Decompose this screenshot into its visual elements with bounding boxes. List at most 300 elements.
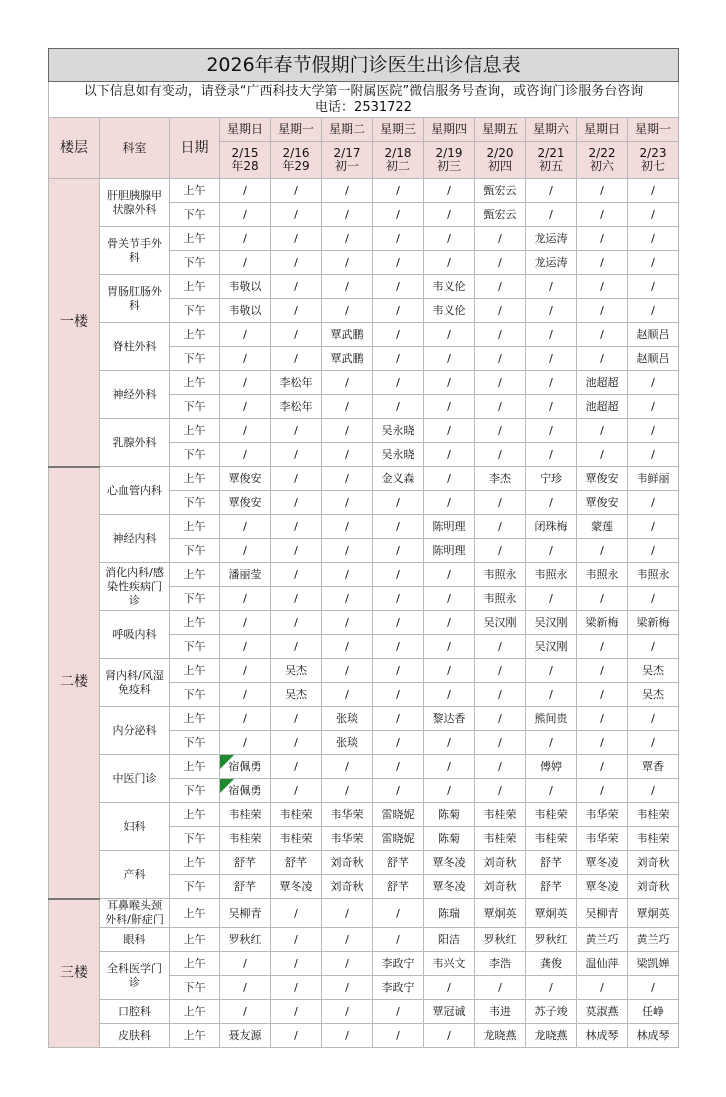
doctor-name-cell: 刘奇秋	[628, 851, 679, 875]
header-weekday: 星期六	[526, 118, 577, 142]
schedule-empty-cell: /	[526, 299, 577, 323]
header-solar-date: 2/23	[639, 146, 667, 160]
schedule-empty-cell: /	[322, 395, 373, 419]
doctor-name-cell: 池超超	[577, 395, 628, 419]
schedule-empty-cell: /	[220, 227, 271, 251]
department-name: 皮肤科	[100, 1024, 170, 1048]
doctor-name-cell: 宿佩勇	[220, 779, 271, 803]
schedule-empty-cell: /	[271, 611, 322, 635]
schedule-empty-cell: /	[628, 539, 679, 563]
schedule-empty-cell: /	[220, 419, 271, 443]
doctor-name-cell: 吴永晓	[373, 443, 424, 467]
doctor-name-cell: 舒芊	[271, 851, 322, 875]
header-solar-date: 2/20	[486, 146, 514, 160]
schedule-empty-cell: /	[271, 539, 322, 563]
schedule-empty-cell: /	[577, 203, 628, 227]
schedule-empty-cell: /	[220, 515, 271, 539]
schedule-empty-cell: /	[220, 952, 271, 976]
doctor-name-cell: 阳洁	[424, 928, 475, 952]
schedule-empty-cell: /	[577, 227, 628, 251]
table-row	[49, 899, 679, 928]
department-name: 耳鼻喉头颈外科/鼾症门	[100, 899, 170, 928]
table-row	[49, 419, 679, 443]
schedule-empty-cell: /	[424, 659, 475, 683]
schedule-empty-cell: /	[271, 419, 322, 443]
period-label: 上午	[170, 851, 220, 875]
schedule-empty-cell: /	[322, 899, 373, 928]
department-name: 神经内科	[100, 515, 170, 563]
table-row	[49, 1000, 679, 1024]
schedule-empty-cell: /	[628, 395, 679, 419]
period-label: 上午	[170, 323, 220, 347]
schedule-empty-cell: /	[577, 179, 628, 203]
period-label: 上午	[170, 803, 220, 827]
period-label: 下午	[170, 875, 220, 899]
doctor-name-cell: 韦桂荣	[628, 803, 679, 827]
department-name: 心血管内科	[100, 467, 170, 515]
schedule-empty-cell: /	[526, 323, 577, 347]
schedule-empty-cell: /	[271, 976, 322, 1000]
doctor-name-cell: 韦华荣	[577, 827, 628, 851]
schedule-empty-cell: /	[322, 299, 373, 323]
schedule-empty-cell: /	[577, 779, 628, 803]
doctor-name-cell: 刘奇秋	[475, 851, 526, 875]
schedule-empty-cell: /	[475, 347, 526, 371]
doctor-name-cell: 聂友源	[220, 1024, 271, 1048]
schedule-empty-cell: /	[424, 731, 475, 755]
doctor-name-cell: 甄宏云	[475, 179, 526, 203]
schedule-empty-cell: /	[628, 515, 679, 539]
period-label: 上午	[170, 275, 220, 299]
period-label: 下午	[170, 491, 220, 515]
schedule-empty-cell: /	[475, 251, 526, 275]
schedule-empty-cell: /	[526, 539, 577, 563]
schedule-empty-cell: /	[475, 419, 526, 443]
doctor-name-cell: 韦进	[475, 1000, 526, 1024]
header-lunar-date: 初一	[334, 159, 359, 173]
schedule-empty-cell: /	[322, 976, 373, 1000]
period-label: 上午	[170, 419, 220, 443]
schedule-empty-cell: /	[475, 371, 526, 395]
period-label: 上午	[170, 755, 220, 779]
schedule-empty-cell: /	[271, 635, 322, 659]
period-label: 上午	[170, 611, 220, 635]
header-weekday: 星期日	[577, 118, 628, 142]
doctor-name-cell: 黄兰巧	[628, 928, 679, 952]
schedule-empty-cell: /	[424, 976, 475, 1000]
doctor-name-cell: 吴汉刚	[475, 611, 526, 635]
schedule-empty-cell: /	[628, 179, 679, 203]
schedule-empty-cell: /	[220, 323, 271, 347]
doctor-name-cell: 吴汉刚	[526, 611, 577, 635]
doctor-name-cell: 覃冬凌	[271, 875, 322, 899]
schedule-empty-cell: /	[373, 779, 424, 803]
period-label: 下午	[170, 635, 220, 659]
doctor-name-cell: 韦照永	[475, 563, 526, 587]
schedule-empty-cell: /	[271, 731, 322, 755]
period-label: 上午	[170, 227, 220, 251]
doctor-name-cell: 韦桂荣	[526, 803, 577, 827]
doctor-name-cell: 刘奇秋	[475, 875, 526, 899]
doctor-name-cell: 吴杰	[628, 683, 679, 707]
schedule-empty-cell: /	[220, 587, 271, 611]
schedule-empty-cell: /	[220, 635, 271, 659]
doctor-name-cell: 吴杰	[271, 659, 322, 683]
header-date-cell	[322, 142, 373, 179]
period-label: 上午	[170, 179, 220, 203]
doctor-name-cell: 龙晓燕	[526, 1024, 577, 1048]
doctor-name-cell: 龙运涛	[526, 227, 577, 251]
doctor-name-cell: 韦照永	[577, 563, 628, 587]
doctor-name-cell: 李杰	[475, 467, 526, 491]
doctor-name-cell: 任峥	[628, 1000, 679, 1024]
doctor-name-cell: 梁新梅	[577, 611, 628, 635]
schedule-empty-cell: /	[373, 491, 424, 515]
header-weekday: 星期日	[220, 118, 271, 142]
doctor-name-cell: 赵顺吕	[628, 323, 679, 347]
schedule-empty-cell: /	[220, 539, 271, 563]
period-label: 上午	[170, 515, 220, 539]
doctor-name-cell: 覃冬凌	[424, 875, 475, 899]
schedule-empty-cell: /	[424, 587, 475, 611]
schedule-empty-cell: /	[526, 395, 577, 419]
doctor-name-cell: 林成琴	[628, 1024, 679, 1048]
doctor-name-cell: 李政宁	[373, 952, 424, 976]
schedule-empty-cell: /	[526, 779, 577, 803]
schedule-empty-cell: /	[526, 203, 577, 227]
schedule-empty-cell: /	[424, 203, 475, 227]
schedule-empty-cell: /	[220, 976, 271, 1000]
header-date: 日期	[170, 118, 220, 179]
doctor-name-cell: 吴汉刚	[526, 635, 577, 659]
schedule-empty-cell: /	[475, 491, 526, 515]
schedule-empty-cell: /	[220, 203, 271, 227]
doctor-name-cell: 莫淑燕	[577, 1000, 628, 1024]
schedule-empty-cell: /	[322, 491, 373, 515]
schedule-empty-cell: /	[475, 659, 526, 683]
table-row	[49, 611, 679, 635]
schedule-empty-cell: /	[577, 299, 628, 323]
schedule-empty-cell: /	[271, 779, 322, 803]
doctor-name-cell: 舒芊	[220, 875, 271, 899]
doctor-name-cell: 覃俊安	[220, 491, 271, 515]
schedule-empty-cell: /	[526, 731, 577, 755]
doctor-name-cell: 覃炯英	[628, 899, 679, 928]
header-date-cell	[220, 142, 271, 179]
schedule-empty-cell: /	[577, 976, 628, 1000]
schedule-empty-cell: /	[322, 467, 373, 491]
schedule-empty-cell: /	[475, 227, 526, 251]
schedule-empty-cell: /	[373, 587, 424, 611]
schedule-empty-cell: /	[373, 1024, 424, 1048]
schedule-empty-cell: /	[271, 515, 322, 539]
schedule-empty-cell: /	[322, 203, 373, 227]
schedule-empty-cell: /	[475, 635, 526, 659]
schedule-empty-cell: /	[424, 1024, 475, 1048]
schedule-empty-cell: /	[475, 707, 526, 731]
doctor-name-cell: 覃冬凌	[577, 875, 628, 899]
schedule-empty-cell: /	[628, 203, 679, 227]
schedule-empty-cell: /	[526, 683, 577, 707]
table-row	[49, 227, 679, 251]
schedule-empty-cell: /	[424, 179, 475, 203]
schedule-empty-cell: /	[577, 443, 628, 467]
schedule-empty-cell: /	[373, 251, 424, 275]
schedule-empty-cell: /	[220, 611, 271, 635]
schedule-empty-cell: /	[577, 347, 628, 371]
schedule-empty-cell: /	[628, 587, 679, 611]
schedule-empty-cell: /	[373, 707, 424, 731]
table-row	[49, 659, 679, 683]
schedule-empty-cell: /	[526, 275, 577, 299]
schedule-empty-cell: /	[628, 707, 679, 731]
schedule-empty-cell: /	[271, 928, 322, 952]
doctor-name-cell: 韦桂荣	[526, 827, 577, 851]
period-label: 下午	[170, 203, 220, 227]
doctor-name-cell: 刘奇秋	[628, 875, 679, 899]
header-dept: 科室	[100, 118, 170, 179]
schedule-empty-cell: /	[577, 251, 628, 275]
schedule-empty-cell: /	[373, 928, 424, 952]
schedule-empty-cell: /	[475, 323, 526, 347]
doctor-name-cell: 韦华荣	[577, 803, 628, 827]
doctor-name-cell: 韦桂荣	[271, 827, 322, 851]
schedule-empty-cell: /	[322, 371, 373, 395]
schedule-empty-cell: /	[628, 419, 679, 443]
doctor-name-cell: 韦义伦	[424, 275, 475, 299]
schedule-empty-cell: /	[373, 659, 424, 683]
department-name: 脊柱外科	[100, 323, 170, 371]
table-row	[49, 707, 679, 731]
table-row	[49, 179, 679, 203]
schedule-empty-cell: /	[322, 952, 373, 976]
doctor-name-cell: 池超超	[577, 371, 628, 395]
schedule-empty-cell: /	[628, 443, 679, 467]
doctor-name-cell: 舒芊	[526, 875, 577, 899]
schedule-empty-cell: /	[424, 347, 475, 371]
doctor-name-cell: 韦照永	[628, 563, 679, 587]
header-date-cell	[271, 142, 322, 179]
department-name: 乳腺外科	[100, 419, 170, 467]
header-floor: 楼层	[49, 118, 100, 179]
table-row	[49, 755, 679, 779]
schedule-empty-cell: /	[322, 443, 373, 467]
header-solar-date: 2/19	[435, 146, 463, 160]
doctor-name-cell: 韦华荣	[322, 827, 373, 851]
header-weekday: 星期三	[373, 118, 424, 142]
schedule-empty-cell: /	[526, 587, 577, 611]
header-solar-date: 2/18	[384, 146, 412, 160]
schedule-empty-cell: /	[475, 976, 526, 1000]
schedule-table	[48, 48, 679, 1048]
schedule-empty-cell: /	[373, 347, 424, 371]
department-name: 消化内科/感染性疾病门诊	[100, 563, 170, 611]
schedule-empty-cell: /	[220, 251, 271, 275]
schedule-empty-cell: /	[424, 251, 475, 275]
schedule-empty-cell: /	[271, 203, 322, 227]
schedule-empty-cell: /	[271, 563, 322, 587]
doctor-name-cell: 龚俊	[526, 952, 577, 976]
doctor-name-cell: 覃香	[628, 755, 679, 779]
doctor-name-cell: 宁珍	[526, 467, 577, 491]
schedule-empty-cell: /	[220, 443, 271, 467]
schedule-empty-cell: /	[271, 587, 322, 611]
schedule-empty-cell: /	[322, 1024, 373, 1048]
header-lunar-date: 初三	[436, 159, 461, 173]
period-label: 上午	[170, 371, 220, 395]
schedule-empty-cell: /	[373, 179, 424, 203]
schedule-empty-cell: /	[373, 395, 424, 419]
schedule-empty-cell: /	[271, 227, 322, 251]
schedule-empty-cell: /	[271, 443, 322, 467]
schedule-empty-cell: /	[424, 467, 475, 491]
header-weekday: 星期一	[628, 118, 679, 142]
schedule-empty-cell: /	[322, 1000, 373, 1024]
header-lunar-date: 初二	[385, 159, 410, 173]
schedule-empty-cell: /	[271, 899, 322, 928]
schedule-empty-cell: /	[424, 611, 475, 635]
doctor-name-cell: 潘丽莹	[220, 563, 271, 587]
schedule-empty-cell: /	[271, 323, 322, 347]
doctor-name-cell: 韦华荣	[322, 803, 373, 827]
doctor-name-cell: 韦桂荣	[271, 803, 322, 827]
schedule-empty-cell: /	[322, 275, 373, 299]
doctor-name-cell: 罗秋红	[475, 928, 526, 952]
doctor-name-cell: 吴杰	[271, 683, 322, 707]
doctor-name-cell: 林成琴	[577, 1024, 628, 1048]
doctor-name-cell: 吴柳青	[577, 899, 628, 928]
doctor-name-cell: 李政宁	[373, 976, 424, 1000]
doctor-name-cell: 苏子竣	[526, 1000, 577, 1024]
doctor-name-cell: 吴杰	[628, 659, 679, 683]
schedule-empty-cell: /	[577, 659, 628, 683]
department-name: 呼吸内科	[100, 611, 170, 659]
header-date-cell	[373, 142, 424, 179]
schedule-empty-cell: /	[373, 203, 424, 227]
schedule-empty-cell: /	[220, 659, 271, 683]
schedule-empty-cell: /	[526, 443, 577, 467]
schedule-empty-cell: /	[526, 179, 577, 203]
period-label: 上午	[170, 467, 220, 491]
schedule-empty-cell: /	[373, 755, 424, 779]
header-solar-date: 2/15	[231, 146, 259, 160]
doctor-name-cell: 梁新梅	[628, 611, 679, 635]
schedule-empty-cell: /	[424, 443, 475, 467]
schedule-empty-cell: /	[526, 491, 577, 515]
schedule-empty-cell: /	[424, 491, 475, 515]
doctor-name-cell: 覃俊安	[577, 491, 628, 515]
schedule-empty-cell: /	[628, 299, 679, 323]
schedule-empty-cell: /	[271, 1000, 322, 1024]
doctor-name-cell: 宿佩勇	[220, 755, 271, 779]
schedule-empty-cell: /	[271, 755, 322, 779]
schedule-empty-cell: /	[475, 515, 526, 539]
period-label: 上午	[170, 952, 220, 976]
header-solar-date: 2/17	[333, 146, 361, 160]
period-label: 下午	[170, 347, 220, 371]
period-label: 下午	[170, 299, 220, 323]
schedule-empty-cell: /	[271, 952, 322, 976]
schedule-empty-cell: /	[373, 731, 424, 755]
schedule-empty-cell: /	[526, 659, 577, 683]
schedule-empty-cell: /	[424, 683, 475, 707]
schedule-empty-cell: /	[628, 779, 679, 803]
schedule-empty-cell: /	[577, 635, 628, 659]
period-label: 上午	[170, 899, 220, 928]
schedule-empty-cell: /	[475, 683, 526, 707]
schedule-empty-cell: /	[628, 491, 679, 515]
schedule-empty-cell: /	[220, 347, 271, 371]
schedule-empty-cell: /	[271, 299, 322, 323]
schedule-empty-cell: /	[475, 731, 526, 755]
department-name: 妇科	[100, 803, 170, 851]
header-solar-date: 2/22	[588, 146, 616, 160]
schedule-empty-cell: /	[271, 347, 322, 371]
header-lunar-date: 初七	[640, 159, 665, 173]
schedule-empty-cell: /	[271, 707, 322, 731]
table-row	[49, 563, 679, 587]
schedule-empty-cell: /	[424, 419, 475, 443]
department-name: 产科	[100, 851, 170, 899]
doctor-name-cell: 覃俊安	[577, 467, 628, 491]
schedule-empty-cell: /	[373, 563, 424, 587]
schedule-empty-cell: /	[577, 731, 628, 755]
doctor-name-cell: 刘奇秋	[322, 875, 373, 899]
header-lunar-date: 初四	[487, 159, 512, 173]
schedule-empty-cell: /	[628, 227, 679, 251]
schedule-empty-cell: /	[322, 179, 373, 203]
schedule-empty-cell: /	[271, 467, 322, 491]
schedule-empty-cell: /	[526, 347, 577, 371]
doctor-name-cell: 龙运涛	[526, 251, 577, 275]
schedule-empty-cell: /	[424, 323, 475, 347]
header-date-cell	[526, 142, 577, 179]
doctor-name-cell: 赵顺吕	[628, 347, 679, 371]
schedule-empty-cell: /	[577, 683, 628, 707]
schedule-empty-cell: /	[475, 299, 526, 323]
doctor-name-cell: 吴柳青	[220, 899, 271, 928]
doctor-name-cell: 闭珠梅	[526, 515, 577, 539]
schedule-empty-cell: /	[526, 976, 577, 1000]
doctor-name-cell: 韦义伦	[424, 299, 475, 323]
doctor-name-cell: 舒芊	[526, 851, 577, 875]
period-label: 上午	[170, 563, 220, 587]
doctor-name-cell: 舒芊	[373, 851, 424, 875]
schedule-empty-cell: /	[271, 491, 322, 515]
schedule-empty-cell: /	[322, 928, 373, 952]
department-name: 胃肠肛肠外科	[100, 275, 170, 323]
department-name: 中医门诊	[100, 755, 170, 803]
schedule-empty-cell: /	[577, 755, 628, 779]
schedule-empty-cell: /	[475, 443, 526, 467]
schedule-empty-cell: /	[322, 611, 373, 635]
schedule-empty-cell: /	[322, 779, 373, 803]
department-name: 眼科	[100, 928, 170, 952]
doctor-name-cell: 黎达香	[424, 707, 475, 731]
schedule-empty-cell: /	[373, 1000, 424, 1024]
doctor-name-cell: 黄兰巧	[577, 928, 628, 952]
doctor-name-cell: 陈瑞	[424, 899, 475, 928]
schedule-empty-cell: /	[628, 731, 679, 755]
schedule-empty-cell: /	[628, 976, 679, 1000]
department-name: 肾内科/风湿免疫科	[100, 659, 170, 707]
schedule-empty-cell: /	[322, 419, 373, 443]
doctor-name-cell: 雷晓妮	[373, 827, 424, 851]
schedule-empty-cell: /	[424, 371, 475, 395]
notice-line-1: 以下信息如有变动，请登录“广西科技大学第一附属医院”微信服务号查询，或咨询门诊服务台咨询	[83, 83, 644, 99]
schedule-empty-cell: /	[526, 371, 577, 395]
header-solar-date: 2/16	[282, 146, 310, 160]
